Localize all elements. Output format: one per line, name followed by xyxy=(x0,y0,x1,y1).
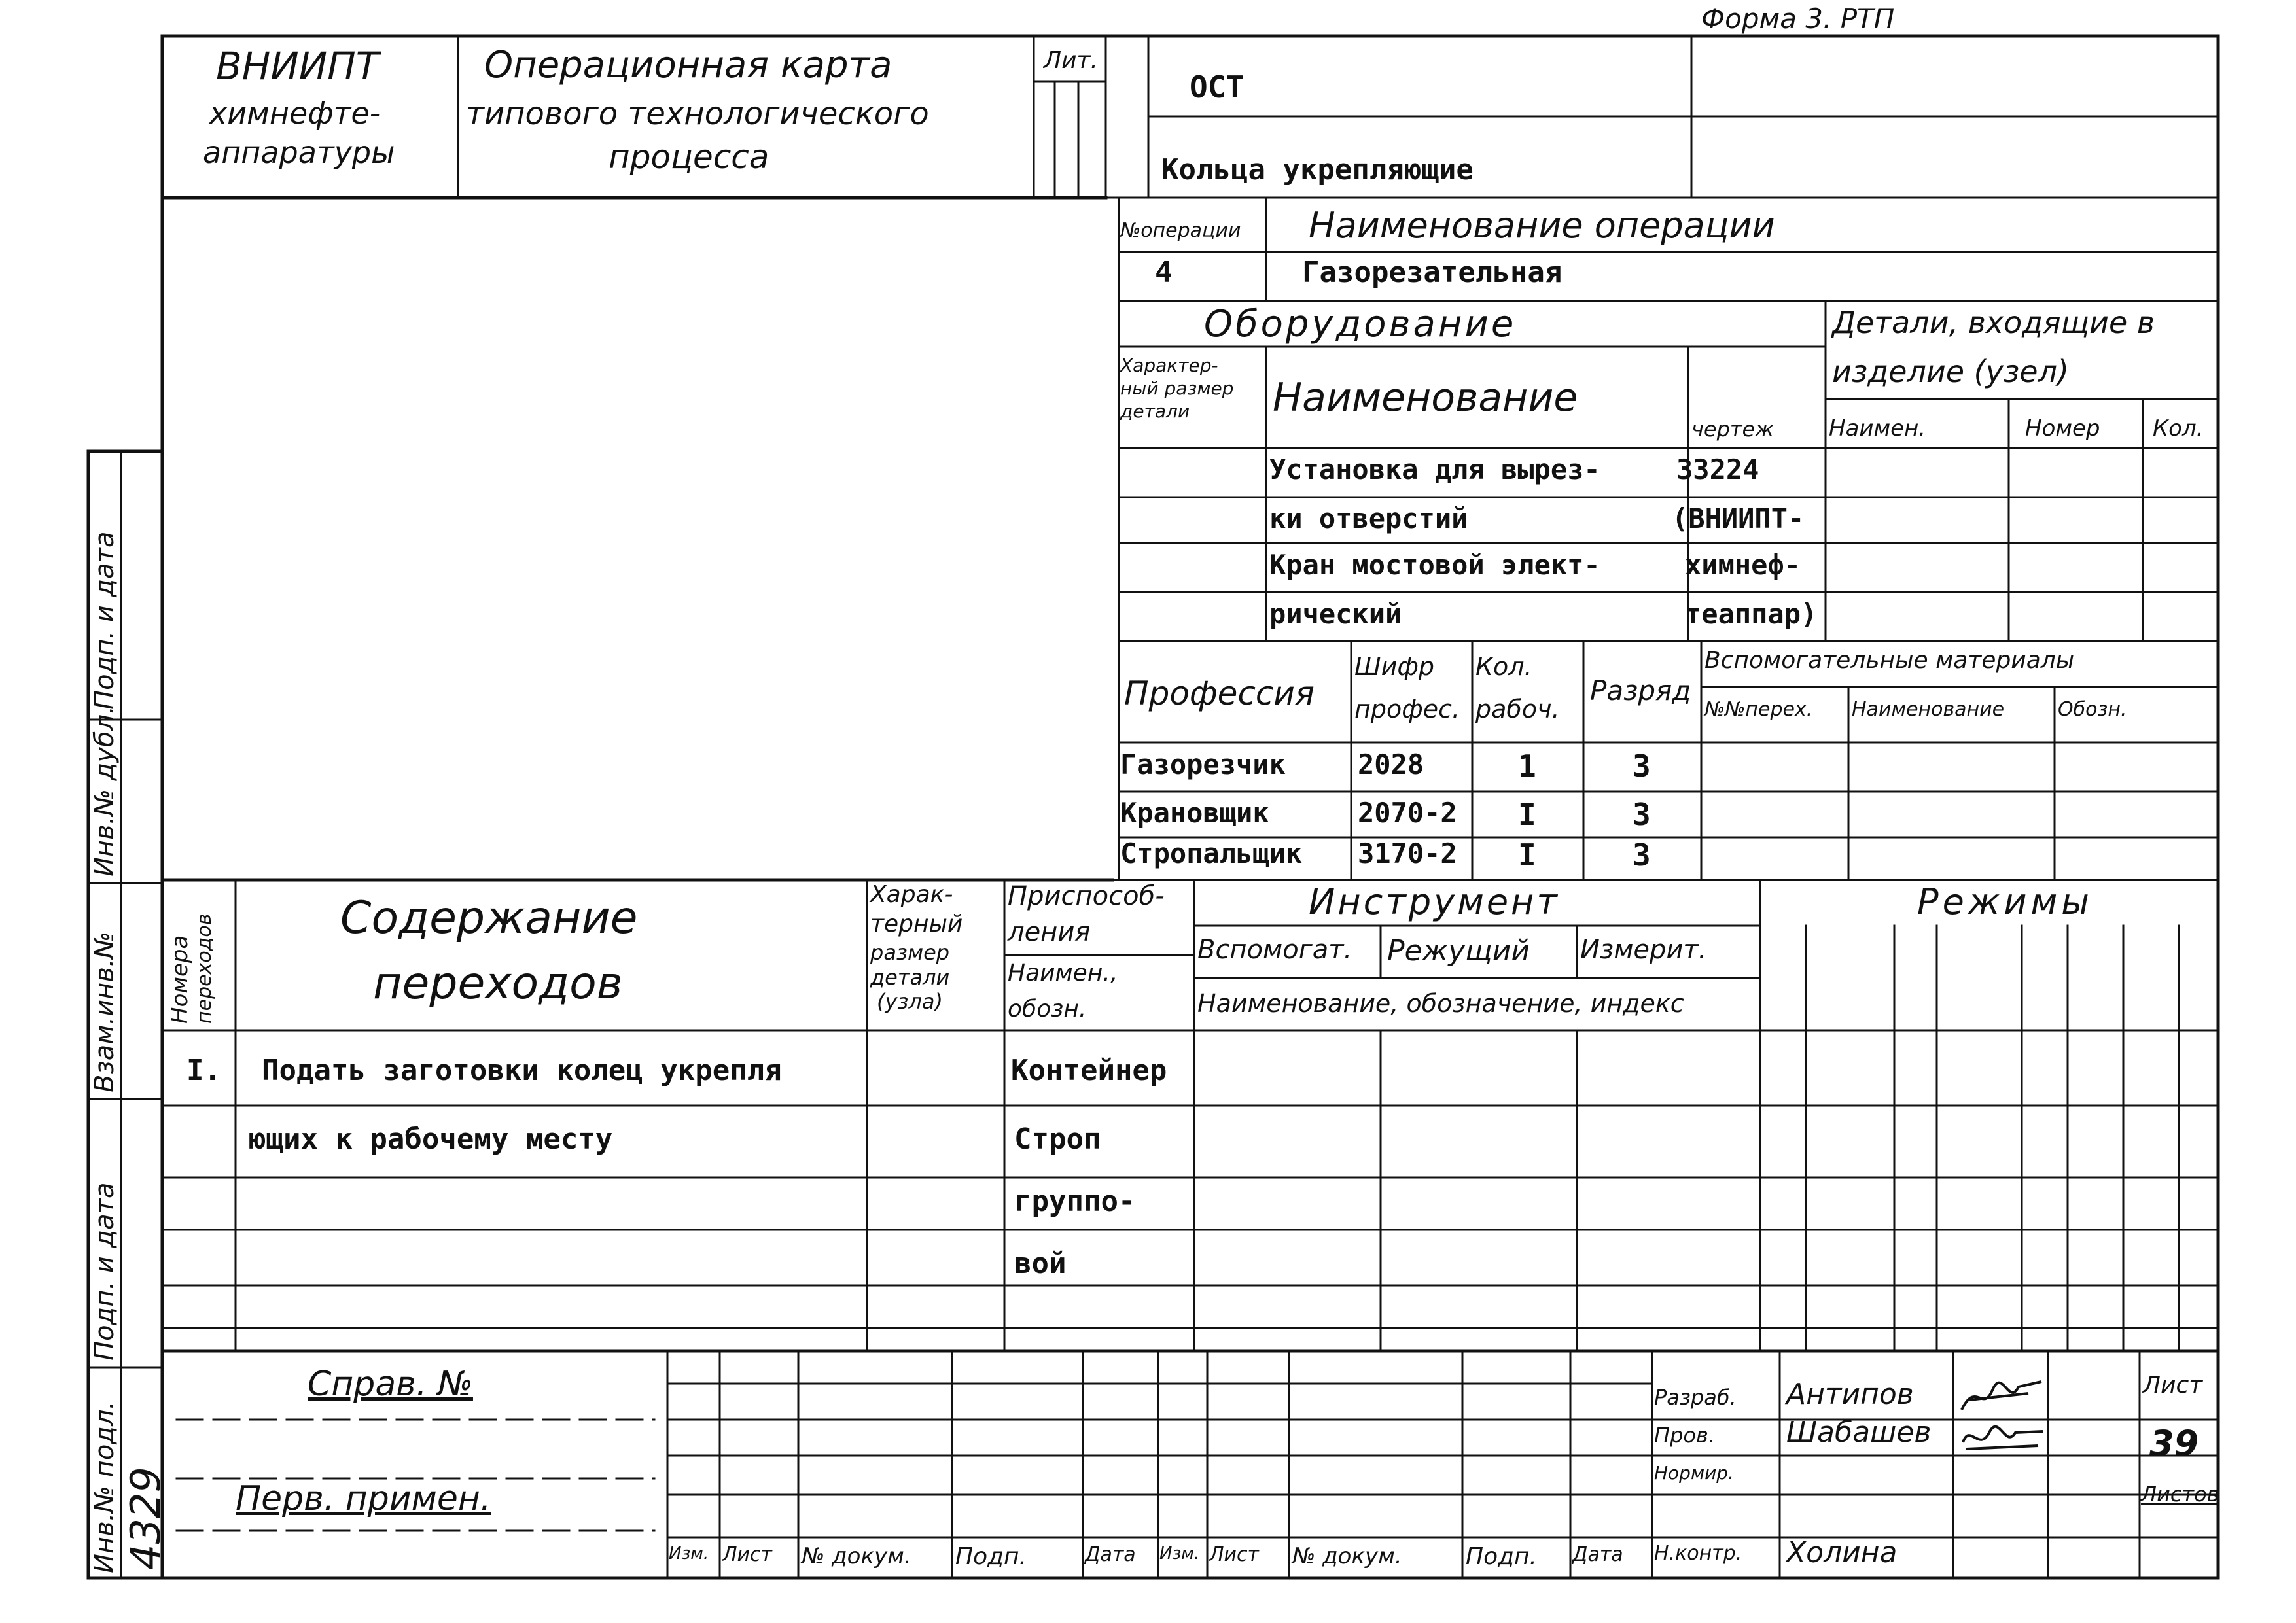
name-developed: Антипов xyxy=(1786,1378,1914,1411)
drawing-line-2: (ВНИИПТ- xyxy=(1672,502,1805,534)
fixture-line-4: вой xyxy=(1014,1247,1067,1280)
parts-label-1: Детали, входящие в xyxy=(1832,305,2155,340)
size-header-1: Харак- xyxy=(870,881,953,908)
workers-count-header-1: Кол. xyxy=(1475,652,1532,681)
worker-2-code: 2070-2 xyxy=(1358,799,1457,827)
tools-col-cutting: Режущий xyxy=(1387,934,1530,968)
transition-num-header-1: Номера xyxy=(167,935,193,1024)
margin-label-sign-date-1: Подп. и дата xyxy=(90,531,120,710)
operation-name: Газорезательная xyxy=(1302,256,1563,289)
worker-3-count: I xyxy=(1518,837,1536,873)
modes-header: Режимы xyxy=(1917,881,2093,922)
equipment-size-col-2: ный размер xyxy=(1120,377,1234,399)
tools-col-aux: Вспомогат. xyxy=(1197,935,1352,965)
perv-label: Перв. примен. xyxy=(236,1479,491,1518)
equipment-line-2: ки отверстий xyxy=(1269,502,1468,534)
col-sign-2: Подп. xyxy=(1466,1543,1537,1570)
equipment-line-3: Кран мостовой элект- xyxy=(1269,549,1600,581)
col-sign-1: Подп. xyxy=(955,1543,1027,1570)
equipment-drawing-col: чертеж xyxy=(1691,417,1775,442)
drawing-line-4: теаппар) xyxy=(1685,598,1818,630)
col-list-2: Лист xyxy=(1209,1543,1260,1566)
worker-1-count: 1 xyxy=(1518,748,1536,784)
col-izm-2: Изм. xyxy=(1159,1544,1200,1563)
operation-num-label: №операции xyxy=(1120,219,1241,242)
name-norm-control: Холина xyxy=(1786,1536,1898,1569)
col-izm-1: Изм. xyxy=(669,1544,709,1563)
step-number: I. xyxy=(186,1054,221,1087)
role-checked: Пров. xyxy=(1654,1423,1715,1448)
aux-col-code: Обозн. xyxy=(2058,698,2127,721)
operation-num: 4 xyxy=(1155,256,1173,289)
equipment-section-label: Оборудование xyxy=(1204,303,1517,345)
equipment-size-col-3: детали xyxy=(1120,400,1190,422)
lit-label: Лит. xyxy=(1044,47,1098,74)
workers-code-header-2: профес. xyxy=(1354,695,1460,724)
fixtures-header-4: обозн. xyxy=(1008,996,1087,1022)
margin-label-dup-inv: Инв.№ дубл. xyxy=(90,706,120,877)
inventory-number: 4329 xyxy=(122,1467,169,1570)
equipment-name-col: Наименование xyxy=(1273,375,1578,421)
col-date-1: Дата xyxy=(1085,1543,1136,1566)
fixtures-header-1: Приспособ- xyxy=(1008,881,1165,911)
size-header-4: детали xyxy=(870,965,950,990)
col-list-1: Лист xyxy=(722,1543,773,1566)
workers-grade-header: Разряд xyxy=(1590,674,1691,707)
step-content-line-2: ющих к рабочему месту xyxy=(249,1123,613,1156)
fixtures-header-2: ления xyxy=(1008,917,1091,947)
sheet-label: Лист xyxy=(2143,1372,2203,1399)
col-doc-1: № докум. xyxy=(802,1543,911,1569)
worker-3-code: 3170-2 xyxy=(1358,840,1457,867)
worker-2-count: I xyxy=(1518,797,1536,832)
equipment-line-1: Установка для вырез- xyxy=(1269,453,1600,485)
doc-title-line-3: процесса xyxy=(609,138,769,176)
name-checked: Шабашев xyxy=(1786,1416,1932,1449)
drawing-line-1: 33224 xyxy=(1676,453,1759,485)
col-doc-2: № докум. xyxy=(1292,1543,1402,1569)
col-date-2: Дата xyxy=(1572,1543,1623,1566)
org-line-1: ВНИИПТ xyxy=(216,44,380,88)
parts-col-qty: Кол. xyxy=(2153,415,2204,442)
worker-3-profession: Стропальщик xyxy=(1120,837,1303,869)
workers-profession-header: Профессия xyxy=(1124,674,1315,712)
transition-num-header-2: переходов xyxy=(193,913,216,1024)
worker-1-code: 2028 xyxy=(1358,748,1424,780)
worker-1-grade: 3 xyxy=(1633,748,1651,784)
signature-checker xyxy=(1956,1413,2048,1459)
parts-label-2: изделие (узел) xyxy=(1832,354,2069,389)
size-header-2: терный xyxy=(870,911,963,937)
sheets-label: Листов xyxy=(2141,1482,2219,1507)
worker-2-profession: Крановщик xyxy=(1120,797,1269,829)
fixture-line-1: Контейнер xyxy=(1011,1054,1167,1087)
workers-code-header-1: Шифр xyxy=(1354,652,1434,681)
aux-col-transition: №№перех. xyxy=(1704,698,1813,721)
sprav-label: Справ. № xyxy=(308,1365,473,1404)
operation-name-label: Наименование операции xyxy=(1309,205,1775,246)
content-header-2: переходов xyxy=(373,958,623,1009)
parts-col-name: Наимен. xyxy=(1829,415,1926,442)
aux-materials-label: Вспомогательные материалы xyxy=(1704,647,2075,674)
worker-3-grade: 3 xyxy=(1633,837,1651,873)
margin-label-replace-inv: Взам.инв.№ xyxy=(90,931,120,1092)
worker-2-grade: 3 xyxy=(1633,797,1651,832)
fixture-line-3: группо- xyxy=(1014,1185,1136,1218)
drawing-line-3: химнеф- xyxy=(1685,549,1801,581)
role-norm-control: Н.контр. xyxy=(1654,1542,1742,1565)
tools-header: Инструмент xyxy=(1309,881,1560,922)
fixture-line-2: Строп xyxy=(1014,1123,1101,1156)
margin-label-sign-date-2: Подп. и дата xyxy=(90,1182,120,1361)
doc-title-line-1: Операционная карта xyxy=(484,44,892,86)
org-line-3: аппаратуры xyxy=(203,135,395,170)
size-header-5: (узла) xyxy=(877,989,943,1014)
margin-label-orig-inv: Инв.№ подл. xyxy=(90,1401,120,1573)
form-label: Форма 3. РТП xyxy=(1701,3,1895,35)
aux-col-name: Наименование xyxy=(1852,698,2005,721)
equipment-line-4: рический xyxy=(1269,598,1402,630)
org-line-2: химнефте- xyxy=(209,96,381,131)
product-name: Кольца укрепляющие xyxy=(1161,153,1474,186)
role-norm: Нормир. xyxy=(1654,1462,1734,1484)
ost-label: ОСТ xyxy=(1190,69,1245,105)
equipment-size-col-1: Характер- xyxy=(1120,355,1218,376)
workers-count-header-2: рабоч. xyxy=(1475,695,1560,724)
tools-subheader: Наименование, обозначение, индекс xyxy=(1197,989,1684,1018)
size-header-3: размер xyxy=(870,940,950,965)
doc-title-line-2: типового технологического xyxy=(466,96,929,132)
role-developed: Разраб. xyxy=(1654,1385,1737,1410)
sheet-number: 39 xyxy=(2149,1423,2199,1464)
parts-col-number: Номер xyxy=(2025,415,2100,442)
content-header-1: Содержание xyxy=(340,892,638,944)
step-content-line-1: Подать заготовки колец укрепля xyxy=(262,1054,782,1087)
tools-col-measuring: Измерит. xyxy=(1580,935,1707,965)
fixtures-header-3: Наимен., xyxy=(1008,960,1118,986)
worker-1-profession: Газорезчик xyxy=(1120,748,1286,780)
